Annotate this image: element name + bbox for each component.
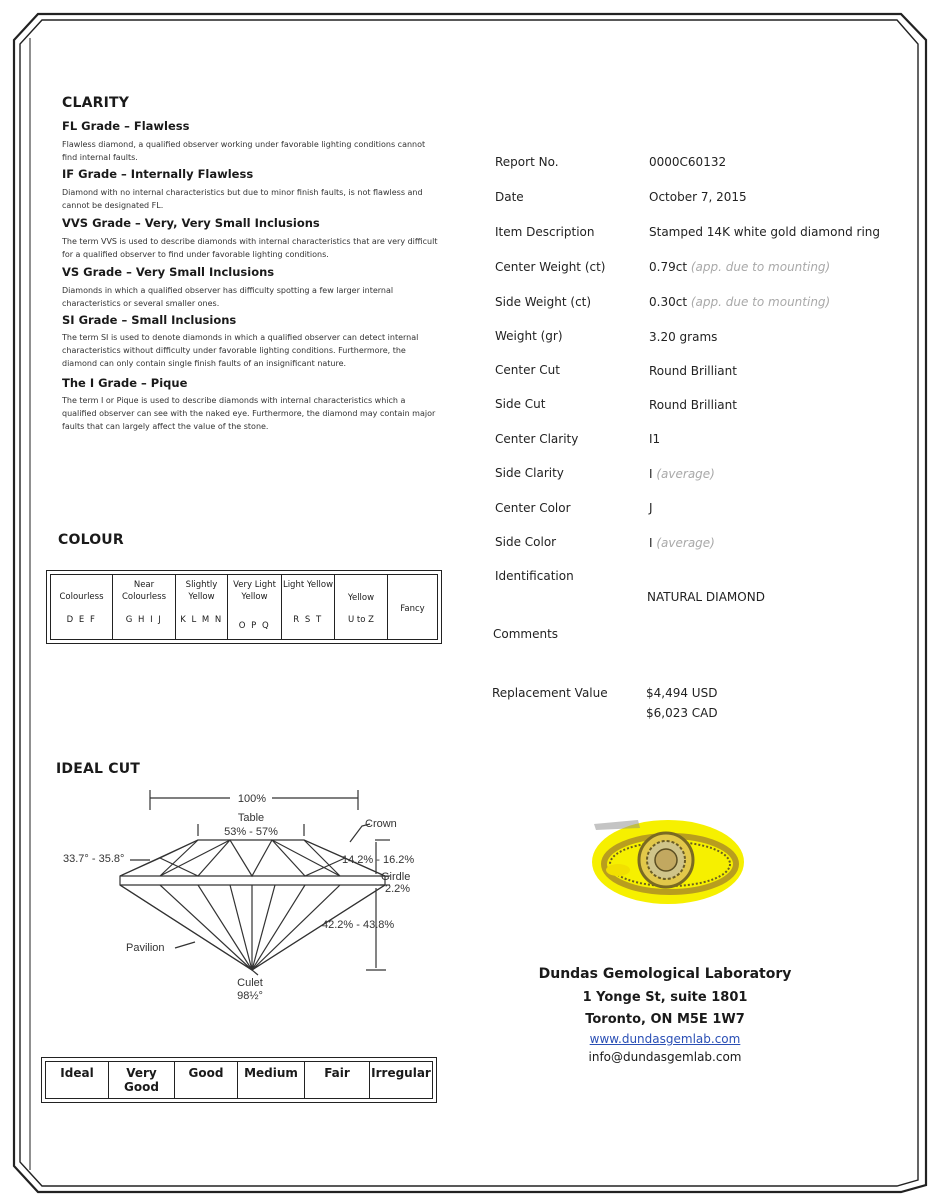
grade-description: Diamond with no internal characteristics but due to minor finish faults, is not flawless and cannot be designated FL. bbox=[62, 188, 423, 210]
cut-grade-cell: Medium bbox=[238, 1062, 305, 1098]
report-label: Center Clarity bbox=[495, 432, 579, 446]
ideal-cut-title: IDEAL CUT bbox=[56, 761, 141, 777]
report-value: I (average) bbox=[649, 467, 715, 481]
colour-title: COLOUR bbox=[58, 532, 124, 548]
report-label: Side Cut bbox=[495, 397, 546, 411]
replacement-label: Replacement Value bbox=[492, 686, 608, 700]
colour-cell: Near Colourless G H I J bbox=[113, 575, 176, 639]
replacement-cad: $6,023 CAD bbox=[646, 706, 718, 720]
comments-label: Comments bbox=[493, 627, 559, 641]
report-label: Item Description bbox=[495, 225, 595, 239]
cut-grade-cell: Good bbox=[175, 1062, 238, 1098]
cut-grade-cell: Irregular bbox=[371, 1066, 431, 1080]
width-label: 100% bbox=[237, 793, 267, 805]
grade-description: The term I or Pique is used to describe diamonds with internal characteristics which a qualified observer can see with the naked eye. Furthermore, the diamond may contain major faults that can largely affect the value of the stone. bbox=[62, 396, 436, 431]
report-value: I1 bbox=[649, 432, 661, 446]
grade-heading: The I Grade – Pique bbox=[62, 376, 188, 390]
colour-cell: Very Light Yellow O P Q bbox=[228, 575, 282, 639]
crown-label: Crown bbox=[365, 818, 397, 830]
grade-heading: IF Grade – Internally Flawless bbox=[62, 167, 254, 181]
cut-grade-cell: Ideal bbox=[46, 1062, 109, 1098]
crown-angle-label: 33.7° - 35.8° bbox=[63, 853, 125, 865]
grade-description: The term SI is used to denote diamonds in which a qualified observer can detect internal characteristics without difficulty under favorable lighting conditions. Furthermore, the diamond can only contain single finish faults of an insignificant nature. bbox=[62, 333, 419, 368]
lab-address-line2: Toronto, ON M5E 1W7 bbox=[585, 1012, 745, 1027]
lab-website-link[interactable]: www.dundasgemlab.com bbox=[589, 1032, 741, 1046]
lab-email[interactable]: info@dundasgemlab.com bbox=[588, 1050, 742, 1064]
pavilion-depth-label: 42.2% - 43.8% bbox=[322, 919, 395, 931]
grade-heading: VVS Grade – Very, Very Small Inclusions bbox=[62, 216, 320, 230]
report-label: Side Clarity bbox=[495, 466, 564, 480]
identification-label: Identification bbox=[495, 569, 574, 583]
lab-name: Dundas Gemological Laboratory bbox=[538, 966, 792, 982]
report-label: Center Cut bbox=[495, 363, 560, 377]
colour-cell: Light Yellow R S T bbox=[282, 575, 335, 639]
identification-value: NATURAL DIAMOND bbox=[647, 590, 765, 604]
grade-heading: VS Grade – Very Small Inclusions bbox=[62, 265, 275, 279]
report-label: Date bbox=[495, 190, 524, 204]
clarity-title: CLARITY bbox=[62, 95, 130, 111]
lab-website-row bbox=[490, 1032, 840, 1047]
report-value: 3.20 grams bbox=[649, 330, 718, 344]
culet-angle-label: 98½° bbox=[237, 990, 263, 1002]
report-value: 0000C60132 bbox=[649, 155, 727, 169]
report-note: (average) bbox=[656, 467, 715, 481]
replacement-usd: $4,494 USD bbox=[646, 686, 718, 700]
report-note: (app. due to mounting) bbox=[690, 295, 831, 309]
report-value: 0.79ct (app. due to mounting) bbox=[649, 260, 831, 274]
report-value: 0.30ct (app. due to mounting) bbox=[649, 295, 831, 309]
report-label: Weight (gr) bbox=[495, 329, 563, 343]
lab-address-line1: 1 Yonge St, suite 1801 bbox=[582, 990, 748, 1005]
report-label: Side Weight (ct) bbox=[495, 295, 592, 309]
ring-photo bbox=[588, 800, 746, 920]
girdle-label: Girdle bbox=[381, 871, 411, 883]
cut-grade-cell: Very Good bbox=[109, 1062, 175, 1098]
table-label: Table bbox=[237, 812, 265, 824]
report-value: Round Brilliant bbox=[649, 364, 737, 378]
report-value: October 7, 2015 bbox=[649, 190, 747, 204]
grade-heading: FL Grade – Flawless bbox=[62, 119, 190, 133]
report-note: (app. due to mounting) bbox=[690, 260, 831, 274]
colour-cell: Slightly Yellow K L M N bbox=[176, 575, 228, 639]
grade-description: Diamonds in which a qualified observer has difficulty spotting a few larger internal characteristics or several smaller ones. bbox=[62, 286, 394, 308]
grade-description: The term VVS is used to describe diamonds with internal characteristics that are very difficult for a qualified observer to find under favorable lighting conditions. bbox=[62, 237, 438, 259]
colour-cell: Colourless D E F bbox=[51, 575, 113, 639]
crown-height-label: 14.2% - 16.2% bbox=[342, 854, 415, 866]
report-label: Center Color bbox=[495, 501, 571, 515]
cut-grade-cell: Fair bbox=[305, 1062, 370, 1098]
report-value: Round Brilliant bbox=[649, 398, 737, 412]
grade-heading: SI Grade – Small Inclusions bbox=[62, 313, 237, 327]
colour-cell: Fancy bbox=[400, 604, 425, 614]
report-label: Side Color bbox=[495, 535, 557, 549]
colour-scale bbox=[46, 570, 442, 644]
report-label: Center Weight (ct) bbox=[495, 260, 606, 274]
culet-label: Culet bbox=[237, 977, 263, 989]
cut-grade-scale bbox=[41, 1057, 437, 1103]
colour-cell: Yellow U to Z bbox=[335, 575, 388, 639]
pavilion-label: Pavilion bbox=[126, 942, 165, 954]
girdle-pct-label: 2.2% bbox=[385, 883, 411, 895]
ideal-cut-diagram bbox=[40, 780, 440, 1005]
table-pct-label: 53% - 57% bbox=[224, 826, 278, 838]
report-note: (average) bbox=[656, 536, 715, 550]
report-value: Stamped 14K white gold diamond ring bbox=[649, 225, 880, 239]
report-value: I (average) bbox=[649, 536, 715, 550]
grade-description: Flawless diamond, a qualified observer working under favorable lighting conditions cannot find internal faults. bbox=[62, 140, 426, 162]
report-value: J bbox=[649, 501, 653, 515]
report-label: Report No. bbox=[495, 155, 559, 169]
